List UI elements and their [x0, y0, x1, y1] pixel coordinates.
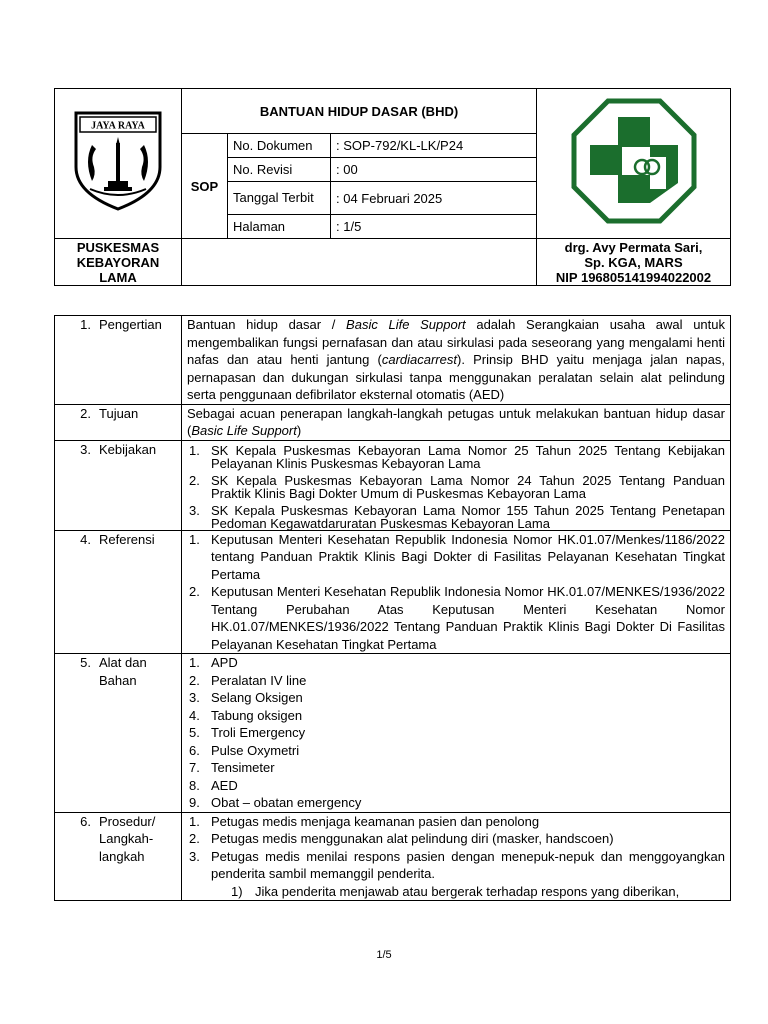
list-item: 2. Peralatan IV line [189, 672, 307, 688]
field-value: : SOP-792/KL-LK/P24 [331, 134, 537, 158]
list-item: 7. Tensimeter [189, 760, 275, 775]
section-title: Alat dan Bahan [99, 655, 147, 688]
section-alat-bahan: 5. Alat dan Bahan 1. APD 2. Peralatan IV line 3. Selang Oksigen 4. Tabung oksigen 5. Troli Emergency 6. Pulse Oxymetri 7. Tensimeter 8. AED 9. Obat – obatan emergency [55, 654, 731, 813]
kebijakan-list [187, 444, 725, 530]
page-number: 1/5 [376, 949, 392, 961]
list-item: 5. Troli Emergency [189, 725, 306, 740]
sop-title: BANTUAN HIDUP DASAR (BHD) [182, 89, 537, 134]
field-value: : 00 [331, 158, 537, 182]
list-item: 1. Petugas medis menjaga keamanan pasien dan penolong [189, 813, 540, 829]
sop-header-table [54, 88, 731, 286]
section-referensi: 4. Referensi 1. Keputusan Menteri Kesehatan Republik Indonesia Nomor HK.01.07/Menkes/1186/2022 tentang Panduan Praktik Klinis Bagi Dokter di Fasilitas Pelayanan Kesehatan Tingkat Pertama 2. Keputusan Menteri Kesehatan Republik Indonesia Nomor HK.01.07/MENKES/1936/2022 Tentang Perubahan Atas Keputusan Menteri Kesehatan Nomor HK.01.07/MENKES/1936/2022 Tentang Panduan Praktik Klinis Bagi Dokter Di Fasilitas Pelayanan Kesehatan Tingkat Pertama [55, 530, 731, 654]
list-item: 6. Pulse Oxymetri [189, 742, 300, 758]
section-title: Referensi [99, 531, 155, 547]
section-title: Kebijakan [99, 441, 157, 457]
field-label: No. Dokumen [228, 134, 331, 158]
field-label: Tanggal Terbit [228, 182, 331, 215]
organization-name: PUSKESMAS KEBAYORAN LAMA [55, 239, 182, 286]
list-item: 3. SK Kepala Puskesmas Kebayoran Lama Nomor 155 Tahun 2025 Tentang Penetapan Pedoman Kegawatdaruratan Puskesmas Kebayoran Lama [189, 502, 725, 531]
section-tujuan: 2. Tujuan Sebagai acuan penerapan langkah-langkah petugas untuk melakukan bantuan hidup dasar (Basic Life Support) [55, 404, 731, 440]
field-value: : 1/5 [331, 215, 537, 239]
prosedur-list [187, 813, 725, 883]
empty-cell [182, 239, 537, 286]
alat-list [187, 654, 725, 812]
sop-body-table [54, 315, 731, 901]
list-item: 1. SK Kepala Puskesmas Kebayoran Lama Nomor 25 Tahun 2025 Tentang Kebijakan Pelayanan Klinis Puskesmas Kebayoran Lama [189, 442, 725, 471]
list-item: 9. Obat – obatan emergency [189, 795, 362, 810]
list-item: 4. Tabung oksigen [189, 707, 303, 723]
section-title: Tujuan [99, 405, 139, 421]
field-value: : 04 Februari 2025 [331, 182, 537, 215]
list-item: 2. Petugas medis menggunakan alat pelindung diri (masker, handscoen) [189, 831, 614, 846]
list-item: 8. AED [189, 777, 238, 793]
signatory: drg. Avy Permata Sari, Sp. KGA, MARS NIP 196805141994022002 [537, 239, 731, 286]
list-item: 3. Selang Oksigen [189, 690, 303, 705]
jakarta-logo-cell [55, 89, 182, 239]
field-label: Halaman [228, 215, 331, 239]
list-item: 3. Petugas medis menilai respons pasien dengan menepuk-nepuk dan menggoyangkan penderita sambil memanggil penderita. [189, 848, 725, 881]
referensi-list [187, 531, 725, 654]
section-prosedur: 6. Prosedur/ Langkah- langkah 1. Petugas medis menjaga keamanan pasien dan penolong 2. Petugas medis menggunakan alat pelindung diri (masker, handscoen) 3. Petugas medis menilai respons pasien dengan menepuk-nepuk dan menggoyangkan penderita sambil memanggil penderita. 1) Jika penderita menjawab atau bergerak terhadap respons yang diberikan, [55, 812, 731, 901]
sop-label: SOP [182, 134, 228, 239]
tujuan-text: Sebagai acuan penerapan langkah-langkah petugas untuk melakukan bantuan hidup dasar (Basic Life Support) [187, 405, 725, 438]
section-kebijakan: 3. Kebijakan 1. SK Kepala Puskesmas Kebayoran Lama Nomor 25 Tahun 2025 Tentang Kebijakan Pelayanan Klinis Puskesmas Kebayoran Lama 2. SK Kepala Puskesmas Kebayoran Lama Nomor 24 Tahun 2025 Tentang Panduan Praktik Klinis Bagi Dokter Umum di Puskesmas Kebayoran Lama 3. SK Kepala Puskesmas Kebayoran Lama Nomor 155 Tahun 2025 Tentang Penetapan Pedoman Kegawatdaruratan Puskesmas Kebayoran Lama [55, 440, 731, 530]
section-title: Pengertian [99, 317, 162, 332]
section-title: Prosedur/ Langkah- langkah [99, 813, 156, 864]
puskesmas-logo-icon [570, 97, 698, 225]
sub-list-item: 1) Jika penderita menjawab atau bergerak terhadap respons yang diberikan, [231, 883, 680, 899]
svg-text:JAYA RAYA: JAYA RAYA [91, 120, 145, 132]
pengertian-text: Bantuan hidup dasar / Basic Life Support adalah Serangkaian usaha awal untuk mengembalikan fungsi pernafasan dan atau sirkulasi pada seseorang yang mengalami henti nafas dan atau henti jantung (cardiacarrest). Prinsip BHD yaitu menjaga jalan napas, pernapasan dan dukungan sirkulasi tanpa menggunakan peralatan selain alat pelindung serta penggunaan defibrilator eksternal otomatis (AED) [187, 317, 725, 402]
list-item: 2. Keputusan Menteri Kesehatan Republik Indonesia Nomor HK.01.07/MENKES/1936/2022 Tentang Perubahan Atas Keputusan Menteri Kesehatan Nomor HK.01.07/MENKES/1936/2022 Tentang Panduan Praktik Klinis Bagi Dokter Di Fasilitas Pelayanan Kesehatan Tingkat Pertama [189, 584, 725, 652]
jakarta-emblem-icon [70, 109, 166, 213]
list-item: 1. Keputusan Menteri Kesehatan Republik Indonesia Nomor HK.01.07/Menkes/1186/2022 tentang Panduan Praktik Klinis Bagi Dokter di Fasilitas Pelayanan Kesehatan Tingkat Pertama [189, 531, 725, 582]
section-pengertian: 1. Pengertian Bantuan hidup dasar / Basic Life Support adalah Serangkaian usaha awal untuk mengembalikan fungsi pernafasan dan atau sirkulasi pada seseorang yang mengalami henti nafas dan atau henti jantung (cardiacarrest). Prinsip BHD yaitu menjaga jalan napas, pernapasan dan dukungan sirkulasi tanpa menggunakan peralatan selain alat pelindung serta penggunaan defibrilator eksternal otomatis (AED) [55, 316, 731, 405]
list-item: 2. SK Kepala Puskesmas Kebayoran Lama Nomor 24 Tahun 2025 Tentang Panduan Praktik Klinis Bagi Dokter Umum di Puskesmas Kebayoran Lama [189, 472, 725, 501]
list-item: 1. APD [189, 655, 238, 670]
puskesmas-logo-cell [537, 89, 731, 239]
field-label: No. Revisi [228, 158, 331, 182]
